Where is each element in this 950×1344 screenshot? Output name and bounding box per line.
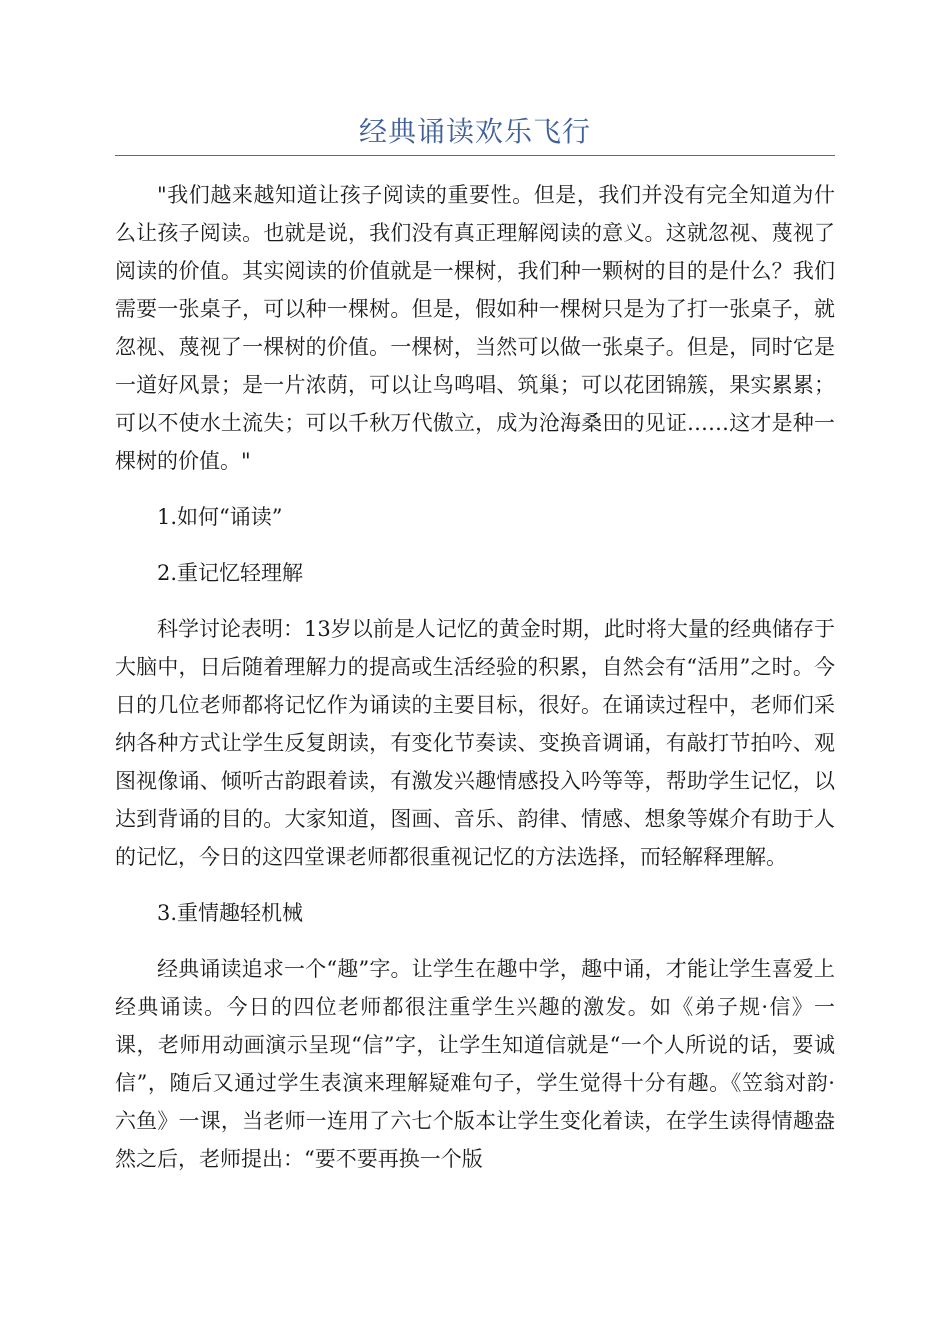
- document-title: 经典诵读欢乐飞行: [358, 115, 591, 148]
- title-underline: [115, 155, 835, 156]
- document-body: [115, 176, 835, 1178]
- paragraph-interest: 经典诵读追求一个“趣”字。让学生在趣中学，趣中诵，才能让学生喜爱上经典诵读。今日的四位老师都很注重学生兴趣的激发。如《弟子规·信》一课，老师用动画演示呈现“信”字，让学生知道信就是“一个人所说的话，要诚信”，随后又通过学生表演来理解疑难句子，学生觉得十分有趣。《笠翁对韵·六鱼》一课，当老师一连用了六七个版本让学生变化着读，在学生读得情趣盎然之后，老师提出：“要不要再换一个版: [115, 957, 835, 1171]
- paragraph-quote: "我们越来越知道让孩子阅读的重要性。但是，我们并没有完全知道为什么让孩子阅读。也就是说，我们没有真正理解阅读的意义。这就忽视、蔑视了阅读的价值。其实阅读的价值就是一棵树，我们种一颗树的目的是什么？我们需要一张桌子，可以种一棵树。但是，假如种一棵树只是为了打一张桌子，就忽视、蔑视了一棵树的价值。一棵树，当然可以做一张桌子。但是，同时它是一道好风景；是一片浓荫，可以让鸟鸣唱、筑巢；可以花团锦簇，果实累累；可以不使水土流失；可以千秋万代傲立，成为沧海桑田的见证……这才是种一棵树的价值。": [115, 183, 835, 473]
- section-heading-3: 3.重情趣轻机械: [157, 901, 304, 925]
- paragraph-memory: 科学讨论表明：13岁以前是人记忆的黄金时期，此时将大量的经典储存于大脑中，日后随着理解力的提高或生活经验的积累，自然会有“活用”之时。今日的几位老师都将记忆作为诵读的主要目标，很好。在诵读过程中，老师们采纳各种方式让学生反复朗读，有变化节奏读、变换音调诵，有敲打节拍吟、观图视像诵、倾听古韵跟着读，有激发兴趣情感投入吟等等，帮助学生记忆，以达到背诵的目的。大家知道，图画、音乐、韵律、情感、想象等媒介有助于人的记忆，今日的这四堂课老师都很重视记忆的方法选择，而轻解释理解。: [115, 617, 835, 869]
- section-heading-2: 2.重记忆轻理解: [157, 561, 304, 585]
- section-heading-1: 1.如何“诵读”: [157, 505, 283, 529]
